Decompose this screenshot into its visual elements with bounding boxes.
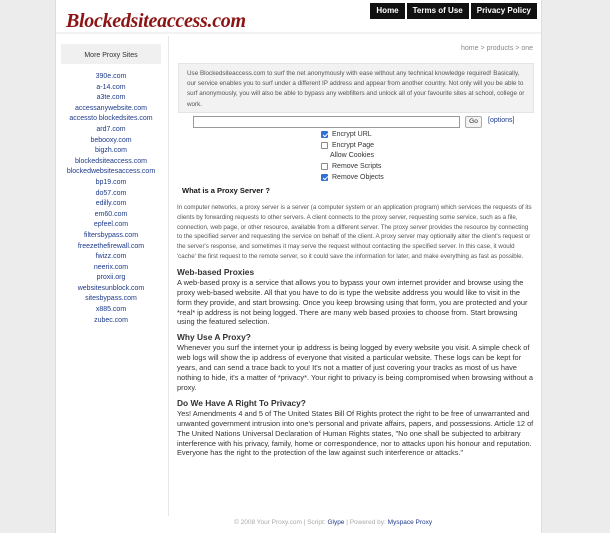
options-link[interactable]: [options] xyxy=(488,117,515,124)
option-row xyxy=(321,172,384,183)
option-checkbox[interactable] xyxy=(321,163,328,170)
paragraph-right-privacy: Yes! Amendments 4 and 5 of The United States Bill Of Rights protect the right to be free of unwarranted and unwanted government intrusion into one's personal and private affairs, papers, and possessions. Article 12 of The United Nations Universal Declaration of Human Rights states, "No one shall be subjected to arbitrary interference with his privacy, family, home or correspondence, nor to attacks upon his honour and reputation. Everyone has the right to the protection of the law against such interference or attacks." xyxy=(177,408,534,458)
option-label[interactable]: Allow Cookies xyxy=(330,152,374,160)
footer-script-link[interactable]: Glype xyxy=(327,519,345,526)
nav-privacy[interactable]: Privacy Policy xyxy=(471,3,537,19)
option-row xyxy=(321,140,384,151)
intro-box: Use Blockedsiteaccess.com to surf the net anonymously with ease without any technical knowledge required! Basically, our service enables you to surf under a different IP address and appear from another country. Not only will you be able to surf anonymously, you will also be able to bypass any webfilters and unlock all of your favourite sites at school, college or work. xyxy=(178,63,534,113)
breadcrumb: home > products > one xyxy=(461,45,533,52)
paragraph-why-use: Whenever you surf the internet your ip address is being logged by every website you visit. A simple check of web logs will show the ip address of everyone that visited a particular website. These logs can be kept for years, and can send a trace back to you! It's not a matter of just covering your tracks as most of us have nothing to hide, it's a matter of *privacy*. Your right to privacy is being compromised when browsing without a proxy. xyxy=(177,343,533,392)
sidebar-link[interactable]: a3te.com xyxy=(96,94,126,102)
heading-web-based: Web-based Proxies xyxy=(177,266,255,277)
top-nav xyxy=(370,3,537,19)
footer-powered-link[interactable]: Myspace Proxy xyxy=(387,519,433,526)
sidebar-link[interactable]: a-14.com xyxy=(96,83,126,91)
sidebar-link[interactable]: fwizz.com xyxy=(95,253,127,261)
sidebar-link[interactable]: do57.com xyxy=(95,189,127,197)
sidebar-link[interactable]: ard7.com xyxy=(96,125,126,133)
sidebar-link[interactable]: filtersbypass.com xyxy=(83,231,139,239)
article xyxy=(177,186,535,458)
sidebar-list xyxy=(61,72,161,326)
sidebar-link[interactable]: bigzh.com xyxy=(95,147,127,155)
sidebar-link[interactable]: x885.com xyxy=(95,306,127,314)
sidebar-link[interactable]: neerix.com xyxy=(93,263,129,271)
sidebar xyxy=(61,44,161,326)
option-label[interactable]: Remove Scripts xyxy=(332,163,382,171)
sidebar-link[interactable]: em60.com xyxy=(94,210,128,218)
sidebar-link[interactable]: blockedwebsitesaccess.com xyxy=(66,168,156,176)
heading-what-is-proxy: What is a Proxy Server ? xyxy=(182,186,270,195)
paragraph-web-based: A web-based proxy is a service that allows you to bypass your own internet provider and browse using the proxy web-based website. All that you have to do is type the website address you would like to visit in the form they provide, and start browsing. Once you keep browsing using that form, you are protected and your *real* ip address is not being logged. There are many web based proxies to choose from. Start browsing using the featured selection. xyxy=(177,277,528,327)
sidebar-link[interactable]: freezethefirewall.com xyxy=(77,242,145,250)
go-button[interactable]: Go xyxy=(465,116,482,128)
footer-copyright: © 2008 Your Proxy.com xyxy=(234,519,302,526)
options-list xyxy=(321,129,384,183)
heading-right-privacy: Do We Have A Right To Privacy? xyxy=(177,397,306,408)
sidebar-link[interactable]: accessto blockedsites.com xyxy=(69,115,153,123)
option-label[interactable]: Encrypt Page xyxy=(332,141,375,149)
option-row xyxy=(321,129,384,140)
option-row xyxy=(321,151,384,162)
option-checkbox[interactable] xyxy=(321,142,328,149)
option-label[interactable]: Encrypt URL xyxy=(332,130,372,138)
sidebar-link[interactable]: blockedsiteaccess.com xyxy=(75,157,147,165)
sidebar-link[interactable]: proxii.org xyxy=(96,274,126,282)
nav-home[interactable]: Home xyxy=(370,3,404,19)
heading-why-use: Why Use A Proxy? xyxy=(177,332,251,343)
sidebar-link[interactable]: bp19.com xyxy=(95,178,127,186)
page xyxy=(55,0,542,533)
column-divider xyxy=(168,36,169,516)
sidebar-link[interactable]: websitesunblock.com xyxy=(77,284,145,292)
sidebar-link[interactable]: edilly.com xyxy=(95,200,127,208)
option-label[interactable]: Remove Objects xyxy=(332,174,384,182)
sidebar-link[interactable]: epfeel.com xyxy=(93,221,129,229)
site-logo[interactable]: Blockedsiteaccess.com xyxy=(66,10,246,32)
paragraph-proxy-server: In computer networks, a proxy server is a server (a computer system or an application program) which services the requests of its clients by forwarding requests to other servers. A client connects to the proxy server, requesting some service, such as a file, connection, web page, or other resource, available from a different server. The proxy server provides the resource by connecting to the specified server and requesting the service on behalf of the client. A proxy server may optionally alter the client's request or the server's response, and sometimes it may serve the request without contacting the specified server. In this case, it would 'cache' the first request to the remote server, so it could save the information for later, and make everything as fast as possible. xyxy=(177,204,532,260)
footer xyxy=(234,519,432,526)
option-row xyxy=(321,161,384,172)
url-form xyxy=(193,116,515,128)
footer-sep-2: | Powered by: xyxy=(344,519,388,526)
header-divider xyxy=(56,32,541,34)
option-checkbox[interactable] xyxy=(321,174,328,181)
sidebar-link[interactable]: bebooxy.com xyxy=(90,136,132,144)
sidebar-title: More Proxy Sites xyxy=(61,44,161,64)
sidebar-link[interactable]: 390e.com xyxy=(95,73,127,80)
footer-sep-1: | Script: xyxy=(301,519,328,526)
sidebar-link[interactable]: sitesbypass.com xyxy=(85,295,137,303)
option-checkbox[interactable] xyxy=(321,131,328,138)
nav-terms[interactable]: Terms of Use xyxy=(407,3,469,19)
url-input[interactable] xyxy=(193,116,460,128)
sidebar-link[interactable]: accessanywebsite.com xyxy=(75,104,147,112)
sidebar-link[interactable]: zubec.com xyxy=(94,316,128,324)
